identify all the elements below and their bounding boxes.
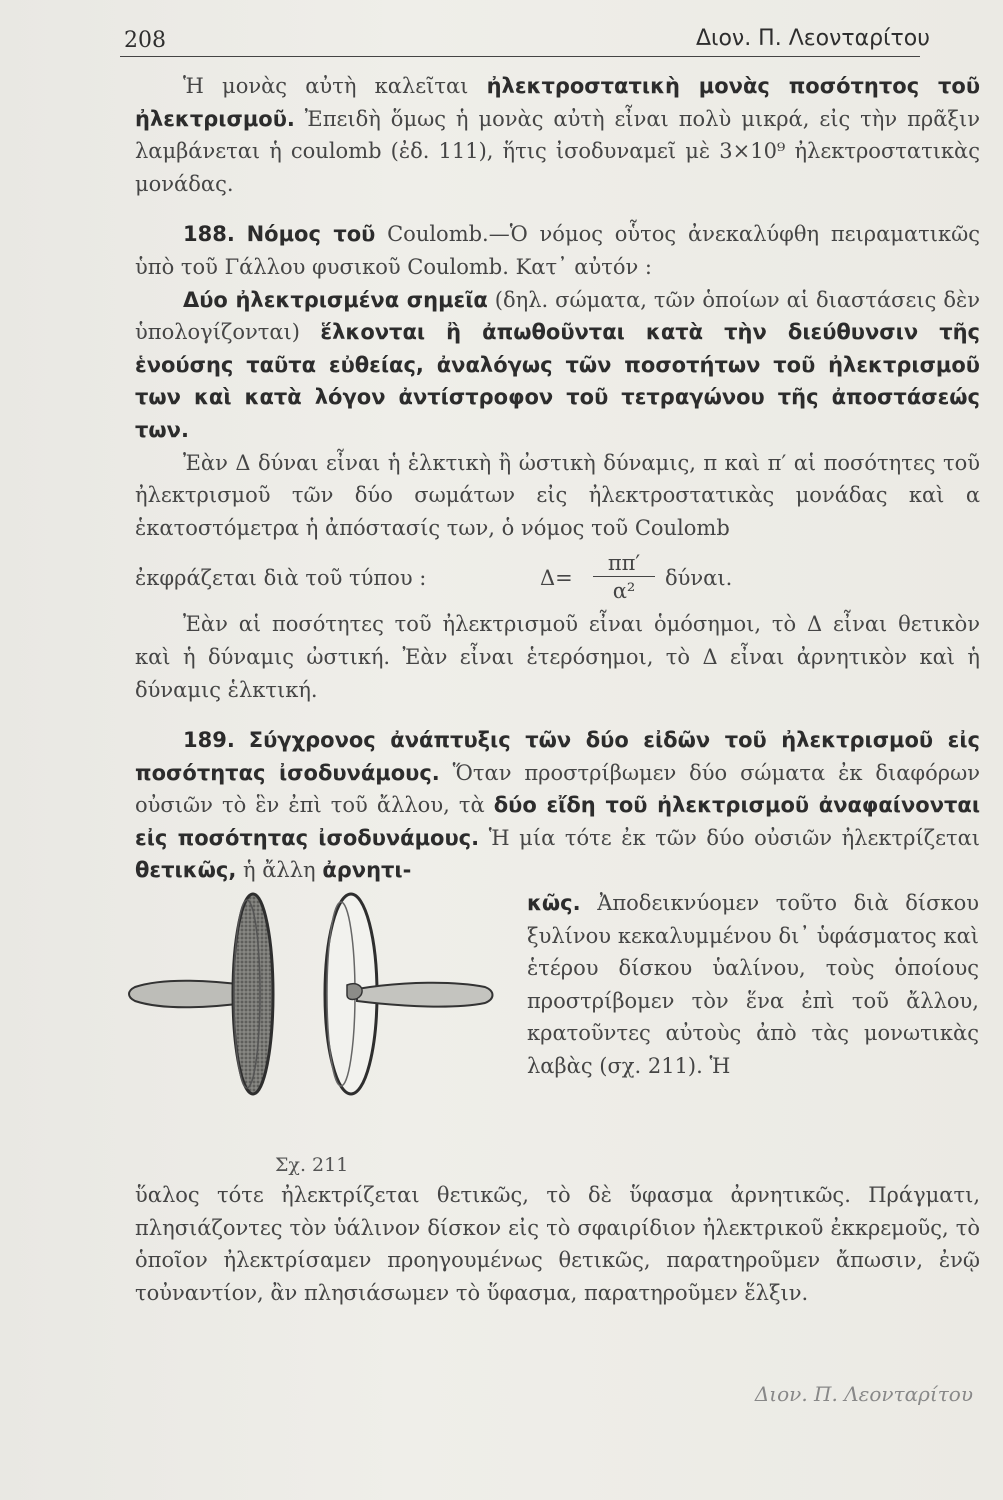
section-189-title: Σύγχρονος ἀνάπτυξις τῶν δύο εἰδῶν τοῦ ἠλεκτρισμοῦ εἰς ποσότητας ἰσοδυνάμους. [135, 728, 980, 785]
formula-numerator: ππ′ [593, 550, 655, 577]
section-189-text-2: Ἡ μία τότε ἐκ τῶν δύο οὐσιῶν ἠλεκτρίζεται [479, 825, 980, 850]
section-188-paragraph-3: Ἐὰν αἱ ποσότητες τοῦ ἠλεκτρισμοῦ εἶναι ὁμόσημοι, τὸ Δ εἶναι θετικὸν καὶ ἡ δύναμις ὠστική. Ἐὰν εἶναι ἑτερόσημοι, τὸ Δ εἶναι ἀρνητικὸν καὶ ἡ δύναμις ἑλκτική. [135, 612, 980, 702]
page-number: 208 [124, 28, 166, 53]
section-188-text: —Ὁ νόμος οὗτος ἀνεκαλύφθη πειραματικῶς ὑπὸ τοῦ Γάλλου φυσικοῦ Coulomb. Κατ᾽ αὐτόν : [135, 222, 980, 279]
section-188-title-rest: Coulomb. [375, 222, 489, 247]
formula-unit: δύναι. [665, 566, 733, 591]
section-189-text-1: Ὅταν προστρίβωμεν δύο σώματα ἐκ διαφόρων οὐσιῶν τὸ ἓν ἐπὶ τοῦ ἄλλου, τὰ [135, 760, 980, 818]
section-189-paragraph [135, 724, 980, 887]
section-188-paragraph [135, 218, 980, 283]
owner-signature: Διον. Π. Λεονταρίτου [754, 1382, 973, 1406]
intro-text-1: Ἡ μονὰς αὐτὴ καλεῖται [183, 74, 487, 98]
law-bold-1: Δύο ἠλεκτρισμένα σημεῖα [183, 287, 488, 312]
running-head: Διον. Π. Λεονταρίτου [695, 26, 930, 51]
page-header [120, 22, 930, 57]
section-189-bold-3-cont: κῶς. [527, 891, 581, 916]
section-189-bold-3: ἀρνητι- [322, 858, 412, 883]
section-188-title: Νόμος τοῦ [246, 222, 376, 247]
section-189-text-4: Ἀποδεικνύομεν τοῦτο διὰ δίσκου ξυλίνου κεκαλυμμένου δι᾽ ὑφάσματος καὶ ἑτέρου δίσκου ὑαλίνου, τοὺς ὁποίους προστρίβομεν τὸν ἕνα ἐπὶ τοῦ ἄλλου, κρατοῦντες αὐτοὺς ἀπὸ τὰς μονωτικὰς λαβὰς (σχ. 211). Ἡ [527, 891, 979, 1079]
figure-caption: Σχ. 211 [275, 1154, 349, 1177]
intro-bold-term: ἠλεκτροστατικὴ μονὰς ποσότητος τοῦ ἠλεκτρισμοῦ. [135, 74, 980, 131]
section-188-number: 188. [183, 222, 235, 247]
disc-figure-icon [125, 877, 505, 1127]
coulomb-law-statement [135, 284, 980, 447]
formula-fraction [593, 550, 655, 605]
section-189-bold-2: θετικῶς, [135, 858, 237, 883]
figure-block [135, 887, 980, 1177]
law-text-1: (δηλ. σώματα, τῶν ὁποίων αἱ διαστάσεις δὲν ὑπολογίζονται) [135, 287, 981, 345]
coulomb-formula [135, 550, 980, 608]
intro-paragraph [135, 70, 980, 200]
section-188-paragraph-2: Ἐὰν Δ δύναι εἶναι ἡ ἑλκτικὴ ἢ ὠστικὴ δύναμις, π καὶ π′ αἱ ποσότητες τοῦ ἠλεκτρισμοῦ τῶν δύο σωμάτων εἰς ἠλεκτροστατικὰς μονάδας καὶ α ἑκατοστόμετρα ἡ ἀπόστασίς των, ὁ νόμος τοῦ Coulomb [135, 450, 980, 540]
section-189-paragraph-2: ὕαλος τότε ἠλεκτρίζεται θετικῶς, τὸ δὲ ὕφασμα ἀρνητικῶς. Πράγματι, πλησιάζοντες τὸν ὑάλινον δίσκον εἰς τὸ σφαιρίδιον ἠλεκτρικοῦ ἐκκρεμοῦς, τὸ ὁποῖον ἠλεκτρίσαμεν προηγουμένως θετικῶς, παρατηροῦμεν ἄπωσιν, ἐνῷ τοὐναντίον, ἂν πλησιάσωμεν τὸ ὕφασμα, παρατηροῦμεν ἕλξιν. [135, 1183, 980, 1305]
figure-wrap-text [527, 887, 979, 1083]
law-bold-2: ἕλκονται ἢ ἀπωθοῦνται κατὰ τὴν διεύθυνσιν τῆς ἑνούσης ταῦτα εὐθείας, ἀναλόγως τῶν ποσοτήτων τοῦ ἠλεκτρισμοῦ των καὶ κατὰ λόγον ἀντίστροφον τοῦ τετραγώνου τῆς ἀποστάσεώς των. [135, 320, 981, 442]
intro-text-2: Ἐπειδὴ ὅμως ἡ μονὰς αὐτὴ εἶναι πολὺ μικρά, εἰς τὴν πρᾶξιν λαμβάνεται ἡ coulomb (ἐδ. 111), ἥτις ἰσοδυναμεῖ μὲ 3×10⁹ ἠλεκτροστατικὰς μονάδας. [135, 106, 980, 196]
section-189-text-3: ἡ ἄλλη [236, 858, 323, 883]
section-189-number: 189. [183, 728, 235, 753]
formula-lhs: Δ= [540, 566, 573, 591]
formula-denominator: α² [612, 579, 636, 604]
section-189-bold-1: δύο εἴδη τοῦ ἠλεκτρισμοῦ ἀναφαίνονται εἰς ποσότητας ἰσοδυνάμους. [135, 793, 981, 850]
formula-lead: ἐκφράζεται διὰ τοῦ τύπου : [135, 566, 427, 591]
page-body [135, 70, 980, 1309]
